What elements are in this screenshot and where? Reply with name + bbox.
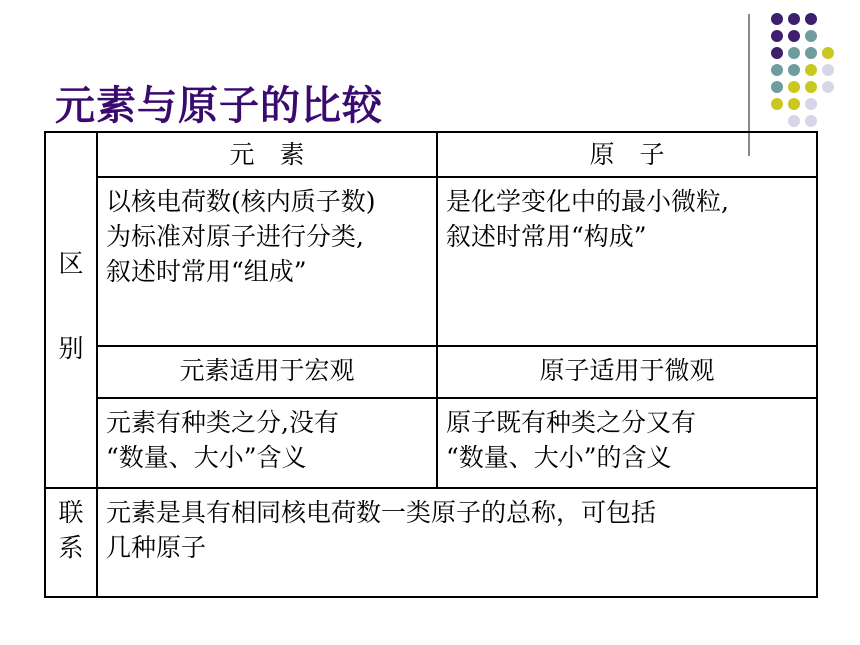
- difference-label-char-1: 区: [58, 249, 84, 278]
- relation-row: [45, 488, 817, 597]
- definition-atom-cell: [437, 177, 817, 346]
- decorative-dot: [771, 81, 783, 93]
- difference-label-cell: [45, 132, 97, 488]
- definition-element-line: 叙述时常用“组成”: [106, 257, 307, 286]
- slide-title: 元素与原子的比较: [55, 83, 383, 129]
- header-element: 元 素: [97, 132, 437, 177]
- amount-atom-cell: [437, 398, 817, 488]
- decorative-dot: [822, 81, 834, 93]
- relation-text-line: 元素是具有相同核电荷数一类原子的总称，可包括: [106, 498, 657, 527]
- decorative-dot: [788, 47, 800, 59]
- decorative-dot: [805, 47, 817, 59]
- decorative-dot: [822, 64, 834, 76]
- decorative-dot: [788, 30, 800, 42]
- decorative-dot: [805, 81, 817, 93]
- definition-element-line: 为标准对原子进行分类,: [106, 222, 364, 251]
- decorative-dot: [805, 98, 817, 110]
- decorative-dot: [771, 98, 783, 110]
- relation-text-cell: [97, 488, 817, 597]
- decorative-dot: [805, 64, 817, 76]
- decorative-dot: [788, 81, 800, 93]
- definition-element-line: 以核电荷数(核内质子数): [106, 187, 376, 216]
- definition-atom-line: 叙述时常用“构成”: [446, 222, 647, 251]
- decorative-dot: [788, 98, 800, 110]
- relation-label-char-1: 联: [58, 498, 84, 527]
- relation-label-cell: [45, 488, 97, 597]
- scale-element-cell: 元素适用于宏观: [97, 346, 437, 398]
- decorative-dot: [822, 47, 834, 59]
- amount-atom-line: 原子既有种类之分又有: [446, 408, 697, 437]
- header-atom: 原 子: [437, 132, 817, 177]
- amount-element-line: “数量、大小”含义: [106, 443, 307, 472]
- decorative-dot: [771, 64, 783, 76]
- decorative-dot: [788, 64, 800, 76]
- relation-label-char-2: 系: [58, 533, 84, 562]
- decorative-dot: [788, 115, 800, 127]
- amount-row: [45, 398, 817, 488]
- decorative-dot: [805, 115, 817, 127]
- amount-element-line: 元素有种类之分,没有: [106, 408, 339, 437]
- amount-atom-line: “数量、大小”的含义: [446, 443, 672, 472]
- decorative-dot: [771, 47, 783, 59]
- scale-atom-cell: 原子适用于微观: [437, 346, 817, 398]
- table-header-row: [45, 132, 817, 177]
- definition-element-cell: [97, 177, 437, 346]
- decorative-dot: [805, 13, 817, 25]
- decorative-dot: [771, 30, 783, 42]
- scale-row: [45, 346, 817, 398]
- definition-row: [45, 177, 817, 346]
- comparison-table: [44, 131, 818, 598]
- decorative-dot: [788, 13, 800, 25]
- relation-text-line: 几种原子: [106, 533, 207, 562]
- decorative-dot: [805, 30, 817, 42]
- definition-atom-line: 是化学变化中的最小微粒,: [446, 187, 729, 216]
- difference-label-char-2: 别: [58, 334, 84, 363]
- amount-element-cell: [97, 398, 437, 488]
- decorative-dot: [771, 13, 783, 25]
